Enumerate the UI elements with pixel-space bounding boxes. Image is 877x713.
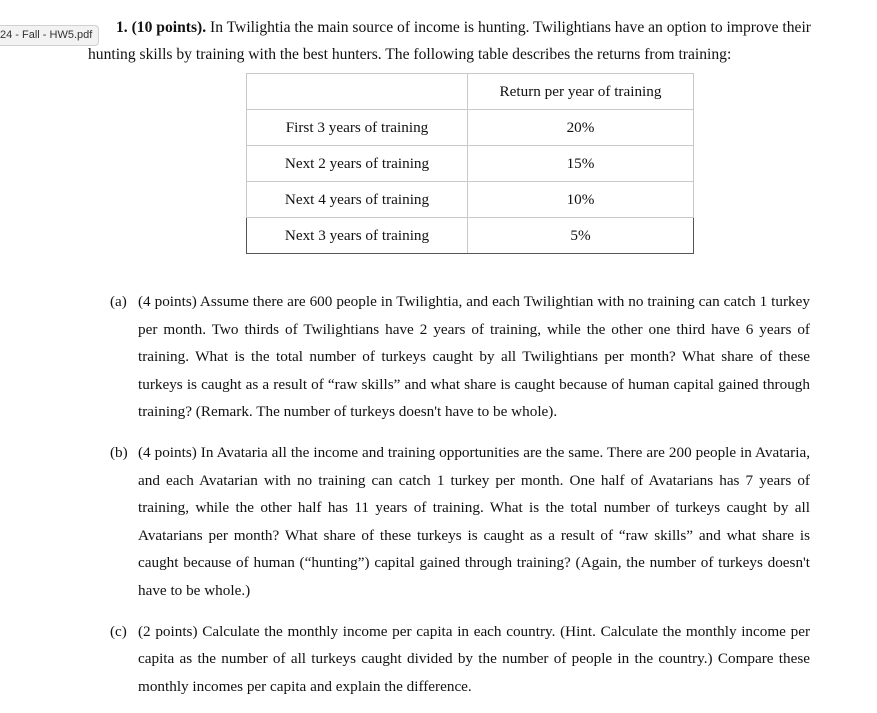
part-a-marker: (a) [110,293,127,310]
table-row-label: Next 3 years of training [247,218,468,254]
part-c [110,618,810,701]
intro-line-1: In Twilightia the main source of income is hunting. Twilightians have an option to improve their [210,19,811,36]
part-b-marker: (b) [110,443,128,461]
table-row-value: 5% [468,218,694,254]
table-row-value: 20% [468,110,694,146]
part-a-text: (4 points) Assume there are 600 people in Twilightia, and each Twilightian with no training can catch 1 turkey per month. Two thirds of Twilightians have 2 years of training, while the other one third have 6 years of training. What is the total number of turkeys caught by all Twilightians per month? What share of these turkeys is caught as a result of “raw skills” and what share is caught because of human capital gained through training? (Remark. The number of turkeys doesn't have to be whole). [138,293,810,421]
table-row [247,110,694,146]
part-c-marker: (c) [110,622,127,640]
table-row [247,182,694,218]
part-b [110,439,810,605]
table-header-row [247,74,694,110]
question-parts [110,288,810,713]
question-header: 1. (10 points). [116,19,207,36]
document-tab-label: 24 - Fall - HW5.pdf [0,29,93,41]
training-returns-table [246,73,694,254]
table-row-label: First 3 years of training [247,110,468,146]
table-header-empty [247,74,468,110]
document-tab[interactable] [0,25,99,46]
part-c-text: (2 points) Calculate the monthly income per capita in each country. (Hint. Calculate the monthly income per capita as the number of all turkeys caught divided by the number of people in the country.) Compare these monthly incomes per capita and explain the difference. [138,622,810,695]
table-row [247,218,694,254]
table-row-label: Next 4 years of training [247,182,468,218]
table-header-return: Return per year of training [468,74,694,110]
table-row-value: 10% [468,182,694,218]
intro-line-2: hunting skills by training with the best hunters. The following table describes the returns from training: [88,46,732,63]
table-row-label: Next 2 years of training [247,146,468,182]
table-row-value: 15% [468,146,694,182]
part-a [110,288,810,426]
part-b-text: (4 points) In Avataria all the income and training opportunities are the same. There are 200 people in Avataria, and each Avatarian with no training can catch 1 turkey per month. One half of Avatarians has 7 years of training, while the other half has 11 years of training. What is the total number of turkeys caught by all Avatarians per month? What share of these turkeys is caught as a result of “raw skills” and what share is caught because of human (“hunting”) capital gained through training? (Again, the number of turkeys doesn't have to be whole.) [138,443,810,599]
question-intro [88,14,848,68]
table-row [247,146,694,182]
